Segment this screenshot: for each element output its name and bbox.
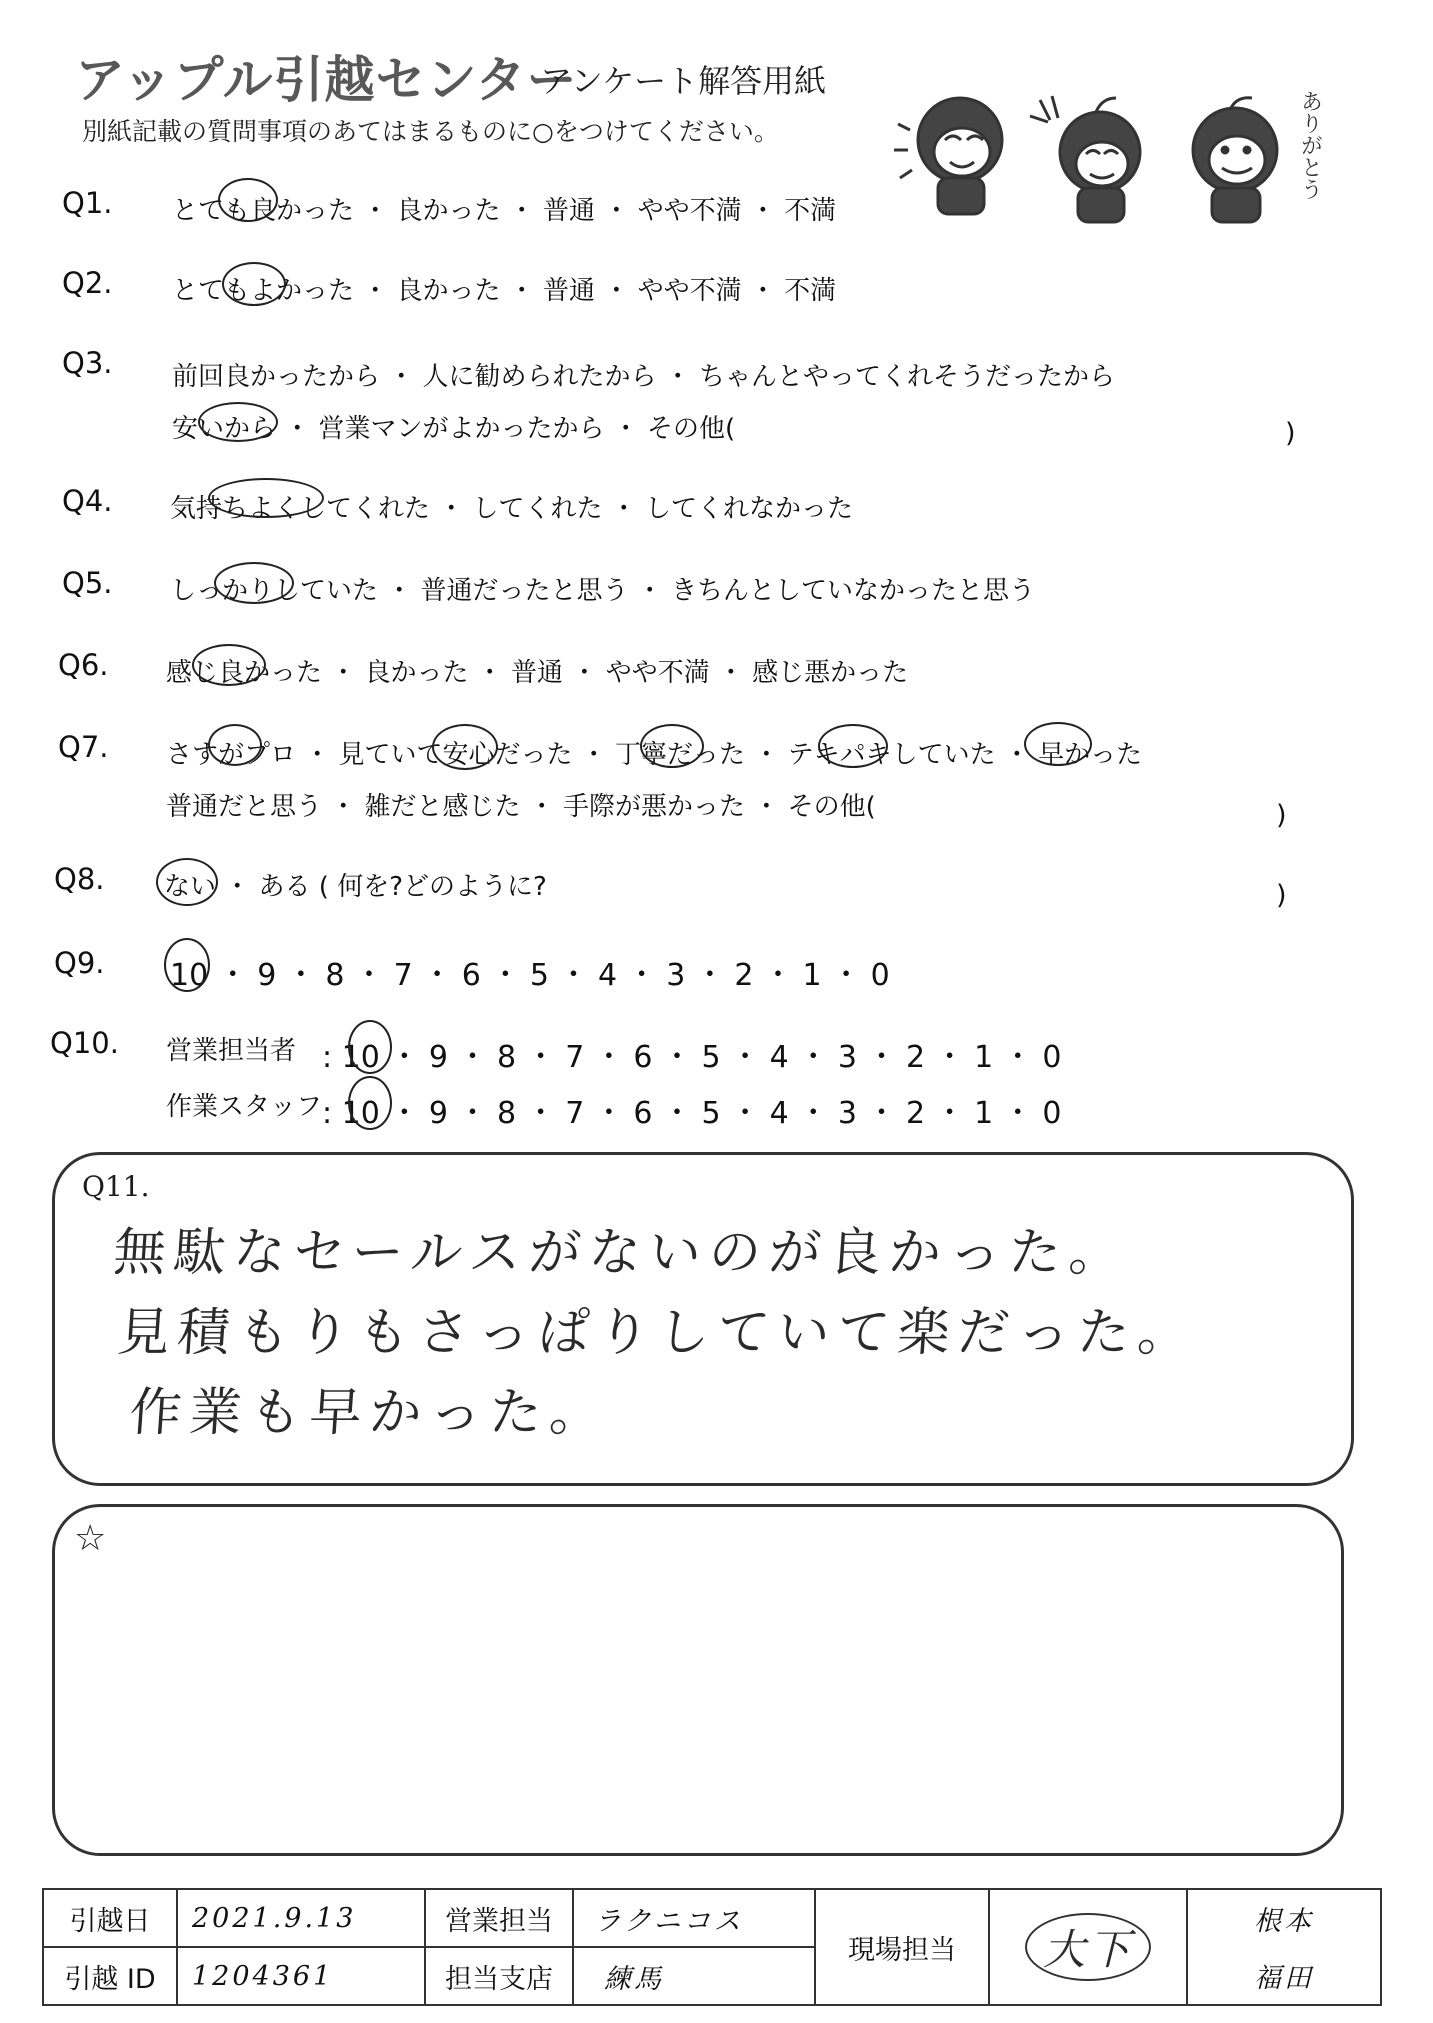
- q7-close-paren: ): [1276, 800, 1287, 831]
- q7-answer-circle-2: [432, 724, 498, 770]
- q7-options-line2: 普通だと思う ・ 雑だと感じた ・ 手際が悪かった ・ その他(: [166, 792, 876, 822]
- q9-label: Q9.: [54, 946, 105, 980]
- staff-2-value: 福田: [1187, 1947, 1381, 2005]
- q7-answer-circle-4: [818, 724, 888, 768]
- q2-options: とてもよかった ・ 良かった ・ 普通 ・ やや不満 ・ 不満: [172, 276, 837, 306]
- move-info-table: [42, 1888, 1382, 2006]
- monkey-mascots-illustration: [890, 60, 1340, 240]
- q1-options: とても良かった ・ 良かった ・ 普通 ・ やや不満 ・ 不満: [172, 196, 837, 226]
- sales-rep-value: ラクニコス: [573, 1889, 815, 1947]
- q1-label: Q1.: [62, 186, 113, 220]
- q4-options: 気持ちよくしてくれた ・ してくれた ・ してくれなかった: [170, 494, 854, 524]
- q2-label: Q2.: [62, 266, 113, 300]
- q5-label: Q5.: [62, 566, 113, 600]
- q10-sales-scale: : 10 ・ 9 ・ 8 ・ 7 ・ 6 ・ 5 ・ 4 ・ 3 ・ 2 ・ 1 ・ 0: [322, 1040, 1062, 1075]
- q11-comment-line3: 作業も早かった。: [127, 1383, 612, 1443]
- q3-options-line1: 前回良かったから ・ 人に勧められたから ・ ちゃんとやってくれそうだったから: [172, 362, 1116, 392]
- q8-label: Q8.: [54, 862, 105, 896]
- q10-staff-label: 作業スタッフ: [166, 1092, 323, 1122]
- q8-close-paren: ): [1276, 880, 1287, 911]
- q11-label: Q11.: [82, 1170, 150, 1203]
- q8-options: ない ・ ある ( 何を?どのように?: [164, 872, 547, 902]
- q8-answer-circle: [156, 858, 218, 906]
- move-date-label: 引越日: [43, 1889, 177, 1947]
- q2-answer-circle: [222, 262, 286, 306]
- q10-label: Q10.: [50, 1026, 119, 1060]
- move-id-label: 引越 ID: [43, 1947, 177, 2005]
- branch-label: 担当支店: [425, 1947, 573, 2005]
- staff-1-value: 根本: [1187, 1889, 1381, 1947]
- move-date-value: 2021.9.13: [177, 1889, 425, 1947]
- q7-answer-circle-3: [640, 724, 704, 768]
- site-rep-cell: [989, 1889, 1187, 2005]
- form-subtitle: アンケート解答用紙: [540, 62, 827, 100]
- q9-scale: 10 ・ 9 ・ 8 ・ 7 ・ 6 ・ 5 ・ 4 ・ 3 ・ 2 ・ 1 ・ 0: [170, 958, 890, 993]
- q3-close-paren: ): [1285, 418, 1296, 449]
- thanks-text: ありがとう: [1297, 90, 1323, 200]
- company-title: アップル引越センター: [75, 51, 578, 109]
- q6-answer-circle: [192, 644, 266, 686]
- q3-options-line2: 安いから ・ 営業マンがよかったから ・ その他(: [172, 414, 736, 444]
- q10-sales-label: 営業担当者: [166, 1036, 297, 1066]
- q6-options: 感じ良かった ・ 良かった ・ 普通 ・ やや不満 ・ 感じ悪かった: [166, 658, 909, 688]
- q7-answer-circle-1: [208, 724, 262, 766]
- notes-box: [52, 1504, 1344, 1856]
- q3-label: Q3.: [62, 346, 113, 380]
- q9-answer-circle: [164, 938, 210, 992]
- q4-label: Q4.: [62, 484, 113, 518]
- q10-staff-answer-circle: [348, 1076, 392, 1130]
- q11-comment-line2: 見積もりもさっぱりしていて楽だった。: [115, 1303, 1200, 1363]
- move-id-value: 1204361: [177, 1947, 425, 2005]
- q6-label: Q6.: [58, 648, 109, 682]
- instruction-text: 別紙記載の質問事項のあてはまるものに○をつけてください。: [82, 117, 779, 146]
- branch-value: 練馬: [573, 1947, 815, 2005]
- star-mark: ☆: [74, 1518, 107, 1559]
- q5-options: しっかりしていた ・ 普通だったと思う ・ きちんとしていなかったと思う: [170, 576, 1036, 606]
- site-rep-value: 大下: [1025, 1913, 1151, 1981]
- q7-answer-circle-5: [1024, 722, 1092, 766]
- q1-answer-circle: [218, 178, 278, 222]
- q11-comment-line1: 無駄なセールスがないのが良かった。: [111, 1223, 1132, 1283]
- q7-label: Q7.: [58, 730, 109, 764]
- q4-answer-circle: [208, 478, 324, 518]
- q10-staff-scale: : 10 ・ 9 ・ 8 ・ 7 ・ 6 ・ 5 ・ 4 ・ 3 ・ 2 ・ 1 ・ 0: [322, 1096, 1062, 1131]
- q7-options-line1: さすがプロ ・ 見ていて安心だった ・ 丁寧だった ・ テキパキしていた ・ 早かった: [166, 740, 1143, 770]
- q10-sales-answer-circle: [348, 1020, 392, 1074]
- sales-rep-label: 営業担当: [425, 1889, 573, 1947]
- q3-answer-circle: [198, 402, 278, 442]
- q5-answer-circle: [214, 562, 294, 604]
- site-rep-label: 現場担当: [815, 1889, 989, 2005]
